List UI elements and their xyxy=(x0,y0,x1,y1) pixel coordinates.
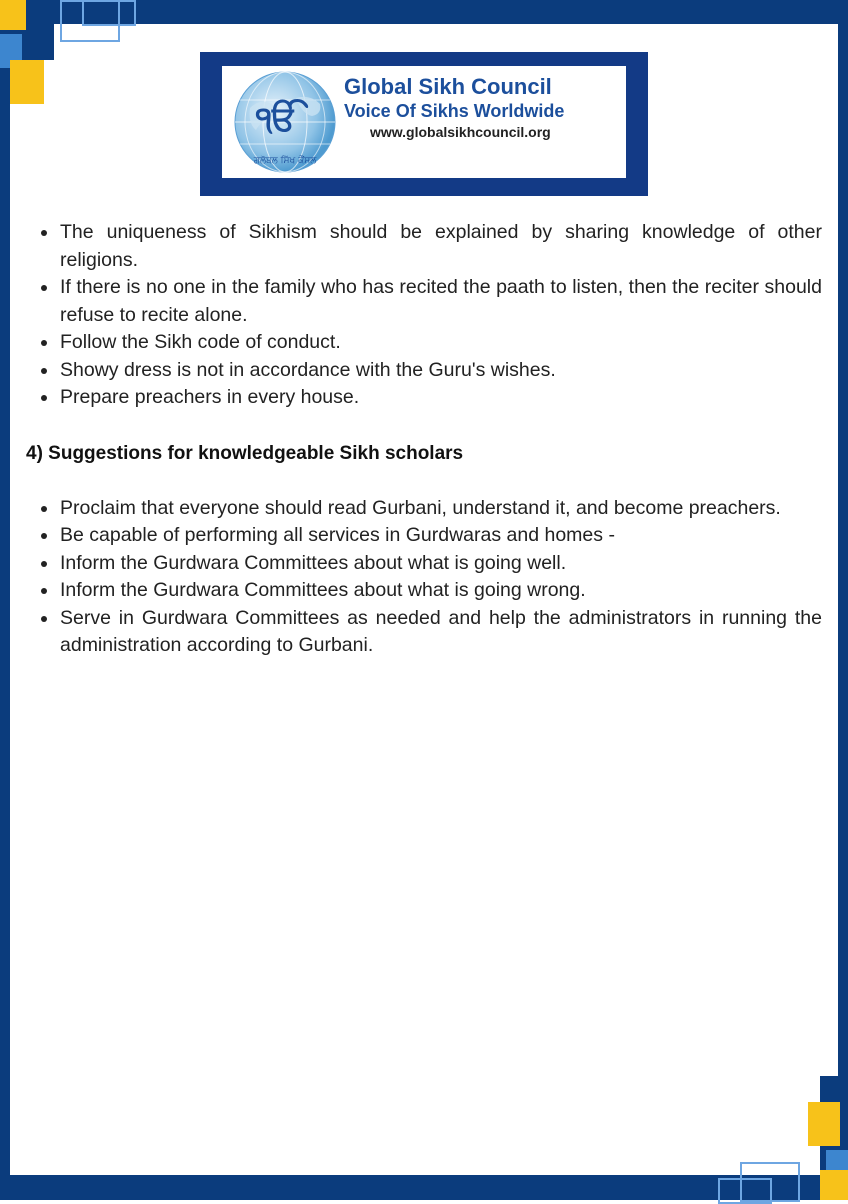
corner-decoration xyxy=(82,0,136,26)
logo-punjabi-text: ਗਲੋਬਲ ਸਿੱਖ ਕੌਂਸਲ xyxy=(253,156,317,166)
corner-decoration xyxy=(718,1178,772,1204)
corner-decoration xyxy=(0,0,26,30)
logo-panel xyxy=(222,66,626,178)
list-item: Follow the Sikh code of conduct. xyxy=(26,329,822,357)
bullet-list-section2 xyxy=(26,495,822,660)
list-item: Inform the Gurdwara Committees about what is going wrong. xyxy=(26,577,822,605)
section-heading: 4) Suggestions for knowledgeable Sikh scholars xyxy=(26,442,464,464)
logo-banner xyxy=(200,52,648,196)
list-item: The uniqueness of Sikhism should be explained by sharing knowledge of other religions. xyxy=(26,219,822,274)
corner-decoration xyxy=(820,1170,848,1200)
list-item: Be capable of performing all services in Gurdwaras and homes - xyxy=(26,522,822,550)
page-frame-left xyxy=(0,0,10,1200)
logo-url: www.globalsikhcouncil.org xyxy=(370,124,551,140)
list-item: Showy dress is not in accordance with the Guru's wishes. xyxy=(26,357,822,385)
list-item: Inform the Gurdwara Committees about what is going well. xyxy=(26,550,822,578)
list-item: If there is no one in the family who has recited the paath to listen, then the reciter should refuse to recite alone. xyxy=(26,274,822,329)
logo-tagline: Voice Of Sikhs Worldwide xyxy=(344,101,565,121)
document-body xyxy=(26,219,822,660)
corner-decoration xyxy=(808,1102,840,1146)
corner-decoration xyxy=(10,60,44,104)
list-item: Proclaim that everyone should read Gurbani, understand it, and become preachers. xyxy=(26,495,822,523)
logo-title: Global Sikh Council xyxy=(344,74,552,99)
list-item: Prepare preachers in every house. xyxy=(26,384,822,412)
svg-text:ੴ: ੴ xyxy=(256,99,298,139)
page-frame-right xyxy=(838,0,848,1200)
list-item: Serve in Gurdwara Committees as needed and help the administrators in running the administration according to Gurbani. xyxy=(26,605,822,660)
bullet-list-section1 xyxy=(26,219,822,412)
globe-logo-icon xyxy=(226,68,344,176)
